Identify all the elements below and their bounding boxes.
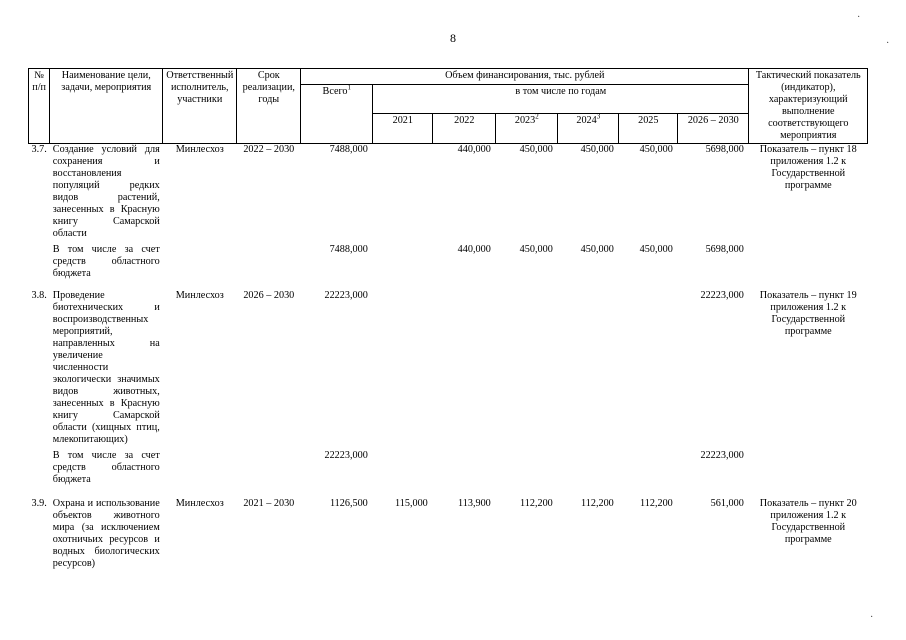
row-total: 22223,000: [324, 289, 368, 301]
row-term: 2022 – 2030: [243, 144, 295, 155]
row-2023: [496, 290, 558, 450]
scan-speck: ·: [857, 12, 861, 23]
row-2025: [619, 450, 678, 498]
row-number: [29, 450, 50, 498]
funding-table-wrapper: [28, 68, 868, 588]
header-total: [301, 85, 373, 144]
row-2021: [373, 450, 433, 498]
scan-speck: ·: [870, 612, 874, 623]
row-total: 1126,500: [329, 497, 368, 509]
funding-table: [28, 68, 868, 588]
row-term: [237, 244, 301, 290]
row-2024: 450,000: [580, 144, 614, 155]
row-term: 2026 – 2030: [243, 289, 295, 301]
header-year: [433, 114, 496, 144]
header-year-label: 2025: [638, 115, 659, 126]
row-indicator: Показатель – пункт 19 приложения 1.2 к Государственной программе: [759, 289, 857, 337]
row-name: Охрана и использование объектов животного мира (за исключением охотничьих ресурсов и водных биологических ресурсов): [52, 497, 160, 569]
row-2025: [619, 290, 678, 450]
row-total: 7488,000: [329, 243, 368, 255]
row-responsible: [163, 244, 237, 290]
row-term: 2021 – 2030: [243, 497, 295, 509]
header-name: Наименование цели, задачи, мероприятия: [50, 69, 163, 144]
row-2024: 450,000: [580, 243, 614, 255]
row-2022: 113,900: [458, 497, 491, 509]
header-responsible: Ответственный исполнитель, участники: [163, 69, 237, 144]
row-2023: 450,000: [519, 243, 553, 255]
header-year-label: 2021: [392, 115, 413, 126]
row-total: 7488,000: [329, 144, 368, 155]
scan-speck: ·: [886, 38, 890, 49]
header-indicator: Тактический показатель (индикатор), характеризующий выполнение соответствующего мероприятия: [749, 69, 868, 144]
row-2021: 115,000: [395, 497, 428, 509]
table-row: [29, 498, 868, 588]
row-responsible: Минлесхоз: [175, 289, 224, 301]
table-row: [29, 244, 868, 290]
row-2023: 112,200: [520, 497, 553, 509]
row-term: [237, 450, 301, 498]
header-year: [558, 114, 619, 144]
table-row: [29, 144, 868, 244]
header-by-years: в том числе по годам: [373, 85, 749, 114]
row-2022: 440,000: [457, 243, 491, 255]
row-2022: [433, 290, 496, 450]
row-indicator: [749, 244, 868, 290]
row-responsible: Минлесхоз: [175, 144, 224, 155]
row-responsible: Минлесхоз: [175, 497, 224, 509]
header-year-footnote: 3: [596, 113, 601, 121]
header-year: [678, 114, 749, 144]
row-2021: [373, 244, 433, 290]
header-total-footnote: 1: [347, 84, 352, 92]
header-year: [373, 114, 433, 144]
header-funding: Объем финансирования, тыс. рублей: [301, 69, 749, 85]
header-year-label: 2024: [576, 115, 597, 126]
row-2023: 450,000: [519, 144, 553, 155]
row-number: 3.7.: [31, 144, 47, 155]
row-2025: 450,000: [639, 144, 673, 155]
header-year-label: 2023: [514, 115, 536, 126]
header-year-footnote: 2: [535, 113, 539, 121]
table-row: [29, 450, 868, 498]
table-row: [29, 290, 868, 450]
header-total-label: Всего: [322, 86, 348, 97]
row-2024: 112,200: [581, 497, 614, 509]
header-year-label: 2022: [454, 115, 475, 126]
row-2022: [433, 450, 496, 498]
row-name: В том числе за счет средств областного бюджета: [52, 243, 160, 279]
row-number: [29, 244, 50, 290]
row-indicator: [749, 450, 868, 498]
row-2026-2030: 22223,000: [700, 289, 744, 301]
row-number: 3.8.: [31, 289, 47, 301]
row-2025: 112,200: [640, 497, 673, 509]
row-2021: [373, 144, 433, 244]
row-number: 3.9.: [31, 497, 47, 509]
row-name: В том числе за счет средств областного бюджета: [52, 449, 160, 485]
header-term: Срок реализации, годы: [237, 69, 301, 144]
header-number: № п/п: [29, 69, 50, 144]
row-indicator: Показатель – пункт 20 приложения 1.2 к Государственной программе: [759, 497, 857, 545]
row-2026-2030: 5698,000: [705, 144, 744, 155]
row-2024: [558, 290, 619, 450]
row-name: Создание условий для сохранения и восстановления популяций редких видов растений, занесенных в Красную книгу Самарской области: [52, 144, 160, 239]
row-indicator: Показатель – пункт 18 приложения 1.2 к Государственной программе: [759, 144, 857, 191]
header-year: [496, 114, 558, 144]
row-2021: [373, 290, 433, 450]
row-2025: 450,000: [639, 243, 673, 255]
row-total: 22223,000: [324, 449, 368, 461]
row-2026-2030: 561,000: [710, 497, 744, 509]
row-name: Проведение биотехнических и воспроизводственных мероприятий, направленных на увеличение численности экологически значимых видов животных, занесенных в Красную книгу Самарской области (хищных птиц, млекопитающих): [52, 289, 160, 445]
row-2026-2030: 5698,000: [705, 243, 744, 255]
page-number: 8: [450, 31, 456, 45]
row-2026-2030: 22223,000: [700, 449, 744, 461]
row-2024: [558, 450, 619, 498]
row-responsible: [163, 450, 237, 498]
row-2022: 440,000: [457, 144, 491, 155]
header-year-label: 2026 – 2030: [687, 115, 739, 126]
header-year: [619, 114, 678, 144]
row-2023: [496, 450, 558, 498]
